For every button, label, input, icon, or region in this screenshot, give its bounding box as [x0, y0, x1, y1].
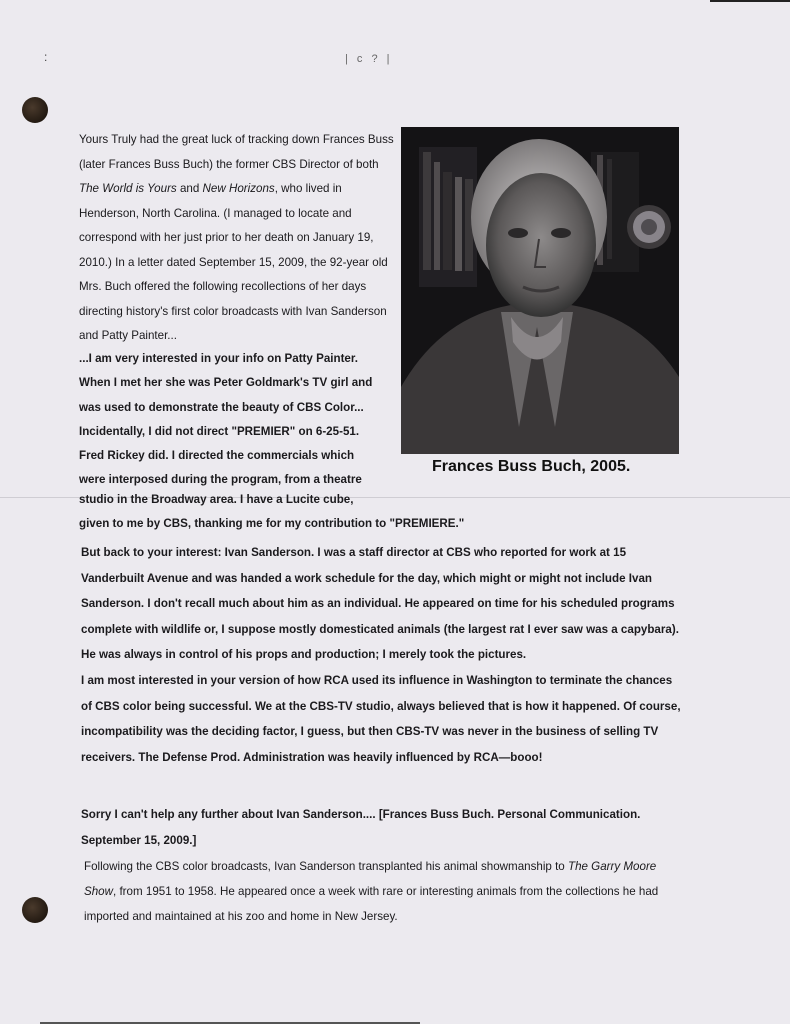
quote-block-part-1	[79, 347, 397, 493]
quote-line: were interposed during the program, from a theatre	[79, 473, 362, 487]
quote-paragraph-sanderson: But back to your interest: Ivan Sanderson. I was a staff director at CBS who reported for work at 15 Vanderbuilt Avenue and was handed a work schedule for the day, which might or might not include Ivan Sanderson. I don't recall much about him as an individual. He appeared on time for his scheduled programs complete with wildlife or, I suppose mostly domesticated animals (the largest rat I ever saw was a capybara). He was always in control of his props and production; I merely took the pictures.	[81, 546, 679, 661]
show-title-new-horizons: New Horizons	[202, 182, 275, 195]
punch-hole-bottom	[22, 897, 48, 923]
quote-line: Incidentally, I did not direct "PREMIER" on 6-25-51.	[79, 424, 360, 438]
quote-block-part-2	[79, 488, 509, 537]
intro-text-2: and	[176, 182, 203, 195]
quote-line: was used to demonstrate the beauty of CBS Color...	[79, 400, 364, 414]
quote-line: ...I am very interested in your info on Patty Painter.	[79, 352, 358, 365]
photo-caption: Frances Buss Buch, 2005.	[432, 458, 631, 475]
quote-line: given to me by CBS, thanking me for my contribution to "PREMIERE."	[79, 517, 465, 531]
intro-text-1: Yours Truly had the great luck of tracking down Frances Buss (later Frances Buss Buch) the former CBS Director of both	[79, 133, 394, 171]
show-title-world-is-yours: The World is Yours	[79, 182, 177, 195]
punch-hole-top	[22, 97, 48, 123]
top-edge-line	[710, 0, 790, 2]
show-title-garry-moore: The Garry Moore Show	[84, 860, 657, 898]
quote-line: Fred Rickey did. I directed the commercials which	[79, 449, 355, 463]
page-mark: | c ? |	[345, 53, 393, 65]
quote-paragraph-citation: Sorry I can't help any further about Ivan Sanderson.... [Frances Buss Buch. Personal Communication. September 15, 2009.]	[81, 808, 641, 847]
portrait-image	[401, 127, 679, 454]
outro-text-1: Following the CBS color broadcasts, Ivan Sanderson transplanted his animal showmanship to	[84, 860, 568, 873]
closing-paragraph	[84, 854, 674, 929]
intro-text-3: , who lived in Henderson, North Carolina. (I managed to locate and correspond with her just prior to her death on January 19, 2010.) In a letter dated September 15, 2009, the 92-year old Mrs. Buch offered the following recollections of her days directing history's first color broadcasts with Ivan Sanderson and Patty Painter...	[79, 182, 388, 342]
quote-line: studio in the Broadway area. I have a Lucite cube,	[79, 493, 354, 506]
quote-line: When I met her she was Peter Goldmark's TV girl and	[79, 376, 373, 390]
outro-text-2: , from 1951 to 1958. He appeared once a week with rare or interesting animals from the collections he had imported and maintained at his zoo and home in New Jersey.	[84, 885, 659, 923]
corner-mark: :	[44, 50, 48, 64]
portrait-photo	[401, 127, 679, 454]
intro-paragraph	[79, 128, 394, 349]
quote-paragraph-rca: I am most interested in your version of how RCA used its influence in Washington to terminate the chances of CBS color being successful. We at the CBS-TV studio, always believed that is how it happened. Of course, incompatibility was the deciding factor, I guess, but then CBS-TV was never in the business of selling TV receivers. The Defense Prod. Administration was heavily influenced by RCA—booo!	[81, 674, 681, 764]
